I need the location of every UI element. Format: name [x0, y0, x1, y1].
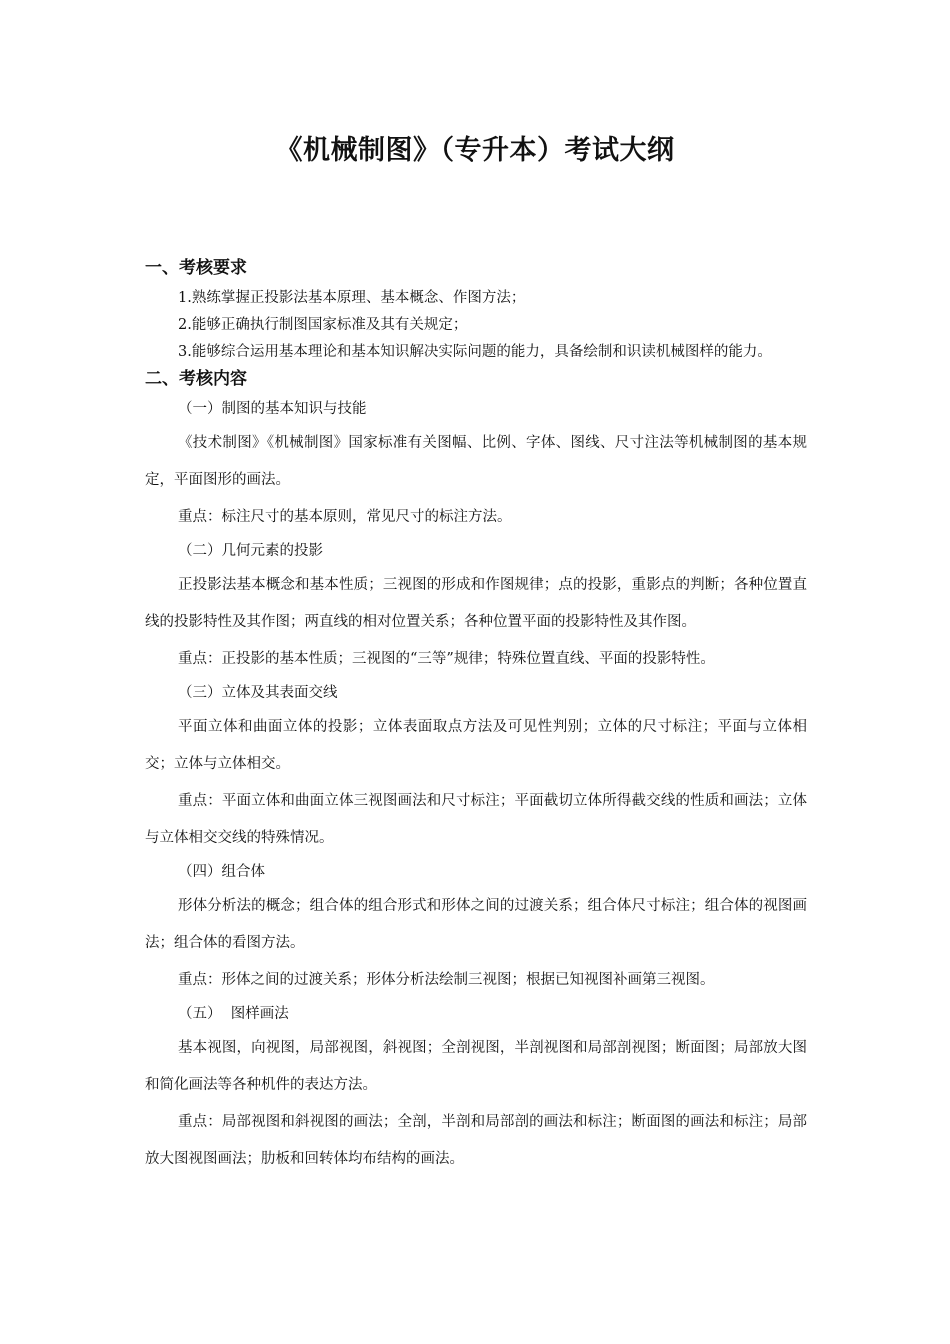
subsection-content-4: 形体分析法的概念；组合体的组合形式和形体之间的过渡关系；组合体尺寸标注；组合体的视图画法；组合体的看图方法。: [145, 898, 807, 951]
requirement-item-2: 2.能够正确执行制图国家标准及其有关规定；: [178, 317, 468, 333]
subsection-title-5: （五） 图样画法: [178, 1006, 289, 1022]
subsection-content-1: 《技术制图》《机械制图》国家标准有关图幅、比例、字体、图线、尺寸注法等机械制图的基本规定，平面图形的画法。: [145, 435, 807, 488]
document-title: 《机械制图》（专升本）考试大纲: [275, 135, 675, 166]
subsection-title-3: （三）立体及其表面交线: [178, 685, 338, 701]
subsection-key-3: 重点：平面立体和曲面立体三视图画法和尺寸标注；平面截切立体所得截交线的性质和画法；立体与立体相交交线的特殊情况。: [145, 793, 807, 846]
requirement-item-1: 1.熟练掌握正投影法基本原理、基本概念、作图方法；: [178, 290, 526, 306]
subsection-title-1: （一）制图的基本知识与技能: [178, 401, 367, 417]
subsection-content-3: 平面立体和曲面立体的投影；立体表面取点方法及可见性判别；立体的尺寸标注；平面与立体相交；立体与立体相交。: [145, 719, 807, 772]
subsection-key-5: 重点：局部视图和斜视图的画法；全剖，半剖和局部剖的画法和标注；断面图的画法和标注；局部放大图视图画法；肋板和回转体均布结构的画法。: [145, 1114, 807, 1167]
document-body: [145, 255, 807, 1178]
subsection-content-2: 正投影法基本概念和基本性质；三视图的形成和作图规律；点的投影，重影点的判断；各种位置直线的投影特性及其作图；两直线的相对位置关系；各种位置平面的投影特性及其作图。: [145, 577, 807, 630]
subsection-title-4: （四）组合体: [178, 864, 265, 880]
subsection-content-5: 基本视图，向视图，局部视图，斜视图；全剖视图，半剖视图和局部剖视图；断面图；局部放大图和简化画法等各种机件的表达方法。: [145, 1040, 807, 1093]
subsection-key-1: 重点：标注尺寸的基本原则，常见尺寸的标注方法。: [178, 509, 512, 525]
section-heading-requirements: 一、考核要求: [145, 258, 247, 278]
subsection-key-2: 重点：正投影的基本性质；三视图的“三等”规律；特殊位置直线、平面的投影特性。: [178, 651, 715, 667]
section-heading-content: 二、考核内容: [145, 369, 247, 389]
subsection-title-2: （二）几何元素的投影: [178, 543, 323, 559]
requirement-item-3: 3.能够综合运用基本理论和基本知识解决实际问题的能力，具备绘制和识读机械图样的能力。: [178, 344, 772, 360]
subsection-key-4: 重点：形体之间的过渡关系；形体分析法绘制三视图；根据已知视图补画第三视图。: [178, 972, 715, 988]
